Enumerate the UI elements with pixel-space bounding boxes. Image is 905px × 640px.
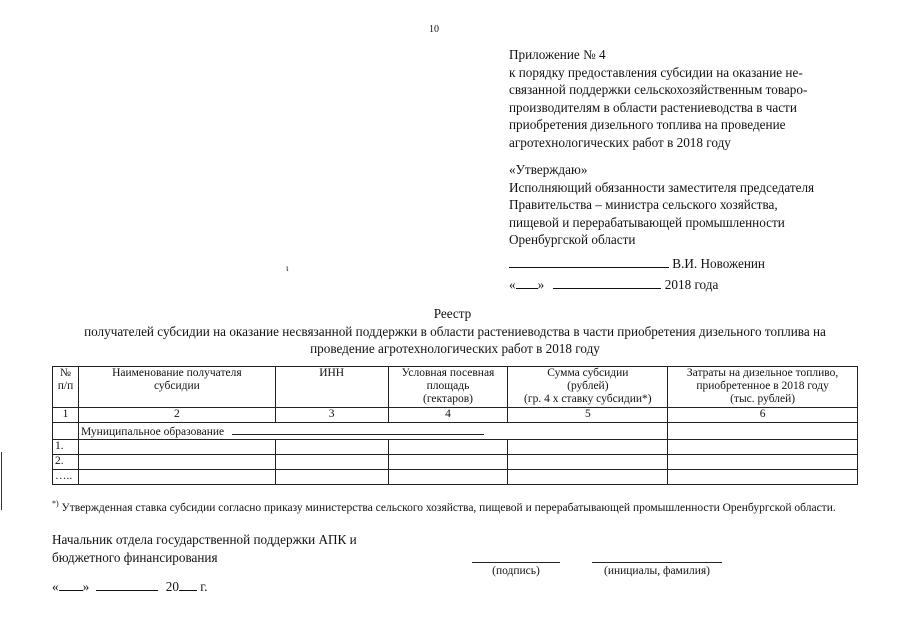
column-number-row (53, 408, 858, 423)
footnote-marker: *) (52, 499, 59, 508)
date-open-quote: « (509, 277, 516, 292)
row-number: 2. (53, 455, 79, 470)
table-header-row (53, 367, 858, 408)
table-row (53, 470, 858, 485)
day-blank (516, 276, 538, 289)
approval-line: Оренбургской области (509, 232, 636, 248)
signer-name: В.И. Новоженин (672, 256, 765, 271)
column-number: 3 (275, 408, 388, 423)
year-blank (179, 578, 197, 591)
register-title: Реестр (433, 306, 472, 321)
year-suffix: г. (200, 579, 208, 594)
appendix-line: производителям в области растениеводства в части (509, 99, 797, 115)
date-open-quote: « (52, 579, 59, 594)
initials-label: (инициалы, фамилия) (603, 565, 711, 577)
municipality-cell (78, 423, 667, 440)
register-subtitle: получателей субсидии на оказание несвязанной поддержки в области растениеводства в части приобретения дизельного топлива на проведение агротехнологических работ в 2018 году (84, 324, 826, 356)
date-close-quote: » (82, 579, 90, 594)
column-number: 4 (388, 408, 508, 423)
column-number: 1 (53, 408, 79, 423)
row-number: ….. (53, 470, 79, 485)
signature-line (472, 549, 560, 563)
page-number: 10 (429, 24, 439, 35)
approval-heading: «Утверждаю» (509, 162, 588, 177)
header-fuel-costs: Затраты на дизельное топливо, приобретенное в 2018 году (тыс. рублей) (668, 367, 858, 408)
chief-title-line: Начальник отдела государственной поддержки АПК и (52, 532, 357, 547)
bottom-date-line (52, 578, 207, 595)
approval-date-line (509, 276, 718, 293)
approval-line: Правительства – министра сельского хозяйства, (509, 197, 778, 213)
header-recipient: Наименование получателя субсидии (78, 367, 275, 408)
appendix-line: связанной поддержки сельскохозяйственным товаро- (509, 82, 808, 98)
year-prefix: 20 (165, 579, 179, 594)
municipality-blank (232, 423, 484, 435)
appendix-line: приобретения дизельного топлива на проведение (509, 117, 786, 133)
municipality-row (53, 423, 858, 440)
column-number: 6 (668, 408, 858, 423)
signature-label: (подпись) (492, 565, 540, 577)
chief-title-line: бюджетного финансирования (52, 550, 218, 565)
approval-line: Исполняющий обязанности заместителя председателя (509, 179, 815, 195)
stray-scan-mark: ι (286, 263, 289, 273)
signature-field (472, 549, 560, 577)
day-blank (59, 578, 83, 591)
appendix-line: агротехнологических работ в 2018 году (509, 134, 731, 150)
chief-signature-block (52, 531, 357, 567)
table-row (53, 440, 858, 455)
footnote-text: Утвержденная ставка субсидии согласно приказу министерства сельского хозяйства, пищевой и перерабатывающей промышленности Оренбургской области. (61, 501, 836, 514)
row-number: 1. (53, 440, 79, 455)
appendix-block (509, 46, 807, 152)
initials-field (592, 549, 722, 577)
date-year: 2018 года (664, 277, 719, 292)
header-inn: ИНН (275, 367, 388, 408)
date-close-quote: » (537, 277, 545, 292)
table-row (53, 455, 858, 470)
appendix-line: к порядку предоставления субсидии на оказание не- (509, 64, 803, 80)
appendix-title: Приложение № 4 (509, 47, 606, 62)
municipality-label: Муниципальное образование (80, 426, 225, 438)
month-blank (96, 578, 158, 591)
signature-blank (509, 255, 669, 268)
column-number: 2 (78, 408, 275, 423)
register-table (52, 366, 858, 485)
initials-line (592, 549, 722, 563)
footnote (52, 496, 860, 516)
approval-line: пищевой и перерабатывающей промышленности (509, 214, 785, 230)
header-area: Условная посевная площадь (гектаров) (388, 367, 508, 408)
approval-signature-line (509, 255, 765, 272)
month-blank (553, 276, 661, 289)
header-num: № п/п (53, 367, 79, 408)
column-number: 5 (508, 408, 668, 423)
scan-edge-mark (1, 452, 2, 510)
approval-block (509, 161, 814, 249)
header-subsidy-amount: Сумма субсидии (рублей) (гр. 4 х ставку субсидии*) (508, 367, 668, 408)
